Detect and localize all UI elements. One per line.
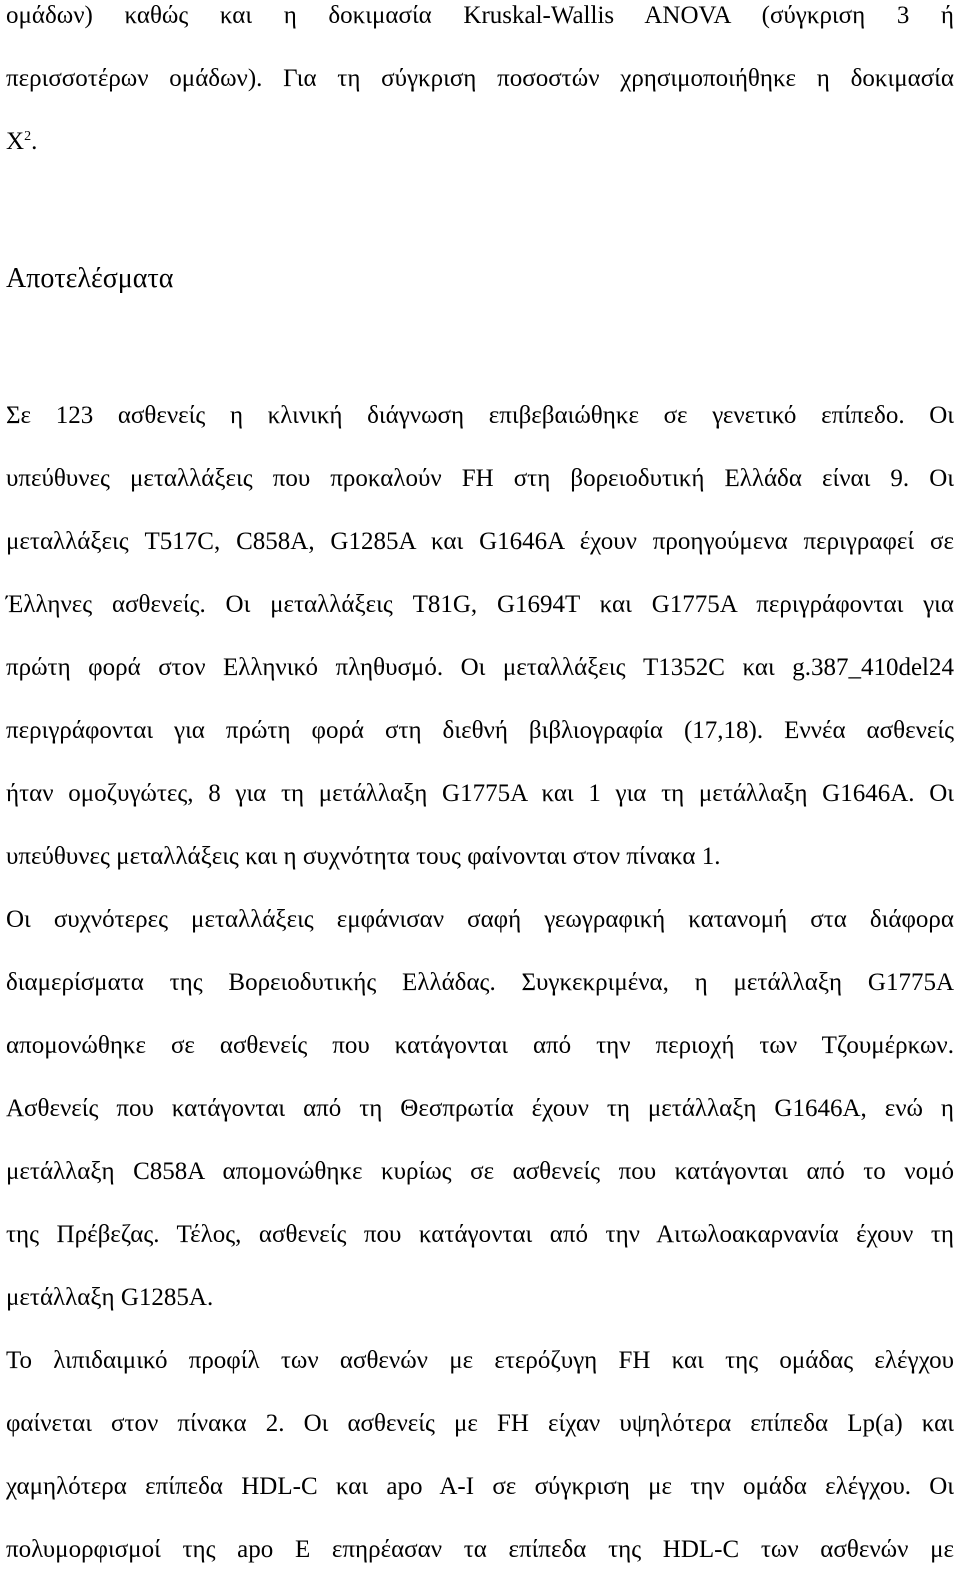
text-line: περισσοτέρων ομάδων). Για τη σύγκριση ποσοστών χρησιμοποιήθηκε η δοκιμασία [6, 65, 954, 92]
text-line: μετάλλαξη C858A απομονώθηκε κυρίως σε ασθενείς που κατάγονται από το νομό [6, 1158, 954, 1185]
text-line: μεταλλάξεις T517C, C858A, G1285A και G1646A έχουν προηγούμενα περιγραφεί σε [6, 528, 954, 555]
text-line: Σε 123 ασθενείς η κλινική διάγνωση επιβεβαιώθηκε σε γενετικό επίπεδο. Οι [6, 402, 954, 429]
text-line: μετάλλαξη G1285A. [6, 1284, 214, 1311]
chi-square-symbol: X [6, 128, 25, 155]
text-line: ομάδων) καθώς και η δοκιμασία Kruskal-Wallis ANOVA (σύγκριση 3 ή [6, 2, 954, 29]
text-line: διαμερίσματα της Βορειοδυτικής Ελλάδας. Συγκεκριμένα, η μετάλλαξη G1775A [6, 969, 954, 996]
text-line: απομονώθηκε σε ασθενείς που κατάγονται από την περιοχή των Τζουμέρκων. [6, 1032, 954, 1059]
text-line: ήταν ομοζυγώτες, 8 για τη μετάλλαξη G1775A και 1 για τη μετάλλαξη G1646A. Οι [6, 780, 954, 807]
section-heading: Αποτελέσματα [6, 263, 174, 294]
text-line: Οι συχνότερες μεταλλάξεις εμφάνισαν σαφή γεωγραφική κατανομή στα διάφορα [6, 906, 954, 933]
sentence-end: . [31, 128, 38, 155]
text-line: φαίνεται στον πίνακα 2. Οι ασθενείς με FH είχαν υψηλότερα επίπεδα Lp(a) και [6, 1410, 954, 1437]
text-line: υπεύθυνες μεταλλάξεις που προκαλούν FH στη βορειοδυτική Ελλάδα είναι 9. Οι [6, 465, 954, 492]
text-line: πρώτη φορά στον Ελληνικό πληθυσμό. Οι μεταλλάξεις T1352C και g.387_410del24 [6, 654, 954, 681]
text-line: πολυμορφισμοί της apo E επηρέασαν τα επίπεδα της HDL-C των ασθενών με [6, 1536, 954, 1563]
text-line: Το λιπιδαιμικό προφίλ των ασθενών με ετερόζυγη FH και της ομάδας ελέγχου [6, 1347, 954, 1374]
text-line: χαμηλότερα επίπεδα HDL-C και apo A-I σε σύγκριση με την ομάδα ελέγχου. Οι [6, 1473, 954, 1500]
text-line: υπεύθυνες μεταλλάξεις και η συχνότητα τους φαίνονται στον πίνακα 1. [6, 843, 721, 870]
text-line: της Πρέβεζας. Τέλος, ασθενείς που κατάγονται από την Αιτωλοακαρνανία έχουν τη [6, 1221, 954, 1248]
text-line: περιγράφονται για πρώτη φορά στη διεθνή βιβλιογραφία (17,18). Εννέα ασθενείς [6, 717, 954, 744]
text-line: Ασθενείς που κατάγονται από τη Θεσπρωτία έχουν τη μετάλλαξη G1646A, ενώ η [6, 1095, 954, 1122]
chi-square-exponent: 2 [24, 129, 32, 144]
text-line: Έλληνες ασθενείς. Οι μεταλλάξεις T81G, G1694T και G1775A περιγράφονται για [6, 591, 954, 618]
chi-square-line [6, 126, 954, 158]
